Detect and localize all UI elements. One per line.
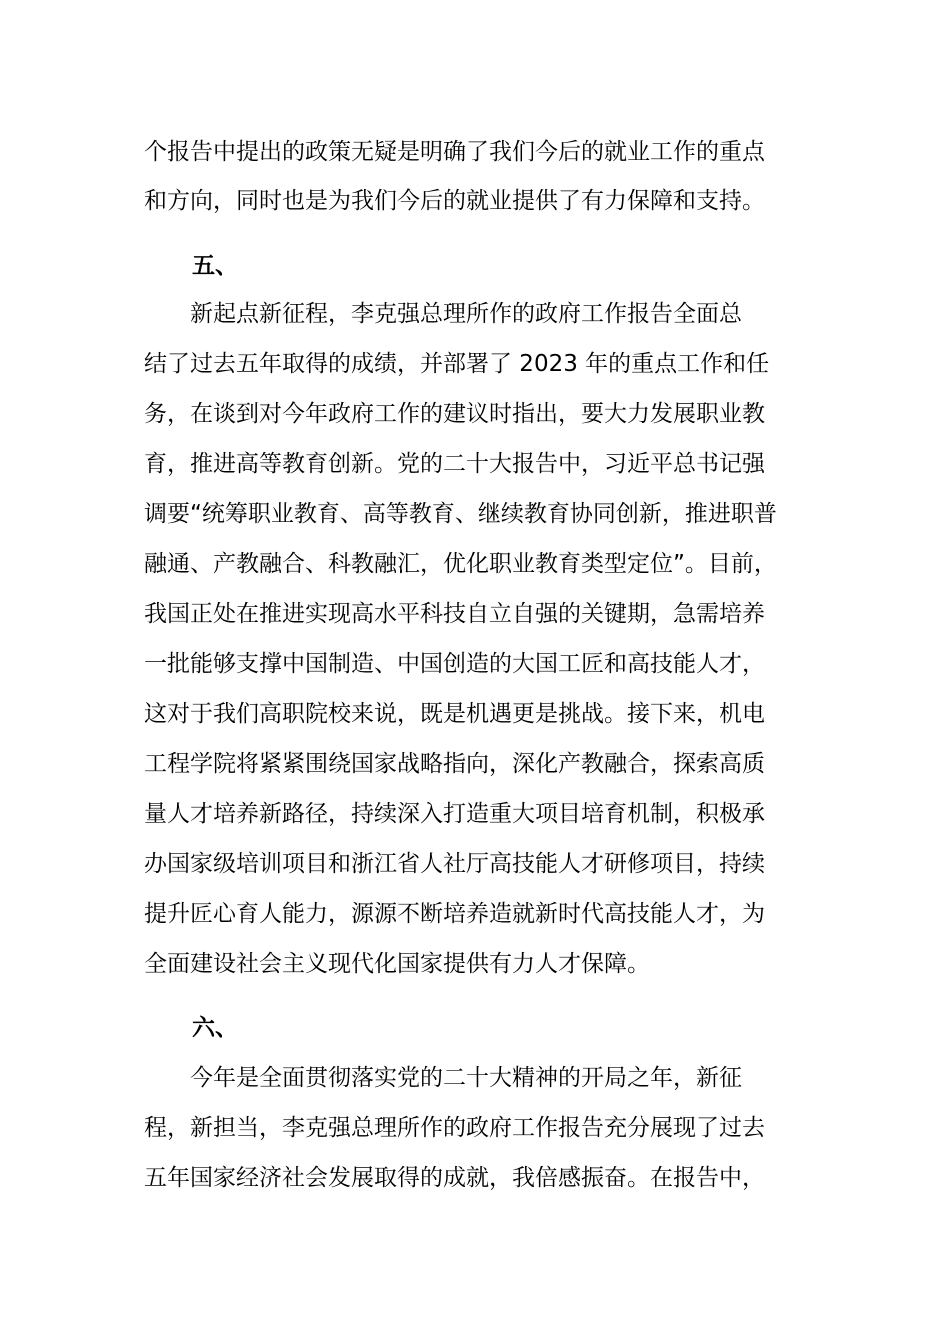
text-line: 量人才培养新路径，持续深入打造重大项目培育机制，积极承 bbox=[144, 801, 765, 827]
text-line: 五年国家经济社会发展取得的成就，我倍感振奋。在报告中， bbox=[144, 1165, 765, 1191]
text-line: 全面建设社会主义现代化国家提供有力人才保障。 bbox=[144, 951, 650, 977]
text-line: 办国家级培训项目和浙江省人社厅高技能人才研修项目，持续 bbox=[144, 851, 765, 877]
text-line: 这对于我们高职院校来说，既是机遇更是挑战。接下来，机电 bbox=[144, 701, 765, 727]
text-line: 调要“统筹职业教育、高等教育、继续教育协同创新，推进职普 bbox=[144, 501, 777, 527]
text-line: 我国正处在推进实现高水平科技自立自强的关键期，急需培养 bbox=[144, 601, 765, 627]
text-line: 和方向，同时也是为我们今后的就业提供了有力保障和支持。 bbox=[144, 188, 765, 214]
text-line: 新起点新征程，李克强总理所作的政府工作报告全面总 bbox=[144, 301, 742, 327]
text-line: 一批能够支撑中国制造、中国创造的大国工匠和高技能人才， bbox=[144, 651, 765, 677]
text-line: 融通、产教融合、科教融汇，优化职业教育类型定位”。目前， bbox=[144, 551, 777, 577]
section-heading: 五、 bbox=[192, 253, 238, 279]
text-line: 工程学院将紧紧围绕国家战略指向，深化产教融合，探索高质 bbox=[144, 751, 765, 777]
text-line: 务，在谈到对今年政府工作的建议时指出，要大力发展职业教 bbox=[144, 401, 765, 427]
text-line: 育，推进高等教育创新。党的二十大报告中，习近平总书记强 bbox=[144, 451, 765, 477]
text-line: 今年是全面贯彻落实党的二十大精神的开局之年，新征 bbox=[144, 1065, 742, 1091]
section-heading: 六、 bbox=[192, 1015, 238, 1041]
text-line: 结了过去五年取得的成绩，并部署了 2023 年的重点工作和任 bbox=[144, 351, 770, 377]
text-line: 程，新担当，李克强总理所作的政府工作报告充分展现了过去 bbox=[144, 1115, 765, 1141]
text-line: 提升匠心育人能力，源源不断培养造就新时代高技能人才，为 bbox=[144, 901, 765, 927]
text-line: 个报告中提出的政策无疑是明确了我们今后的就业工作的重点 bbox=[144, 139, 765, 165]
